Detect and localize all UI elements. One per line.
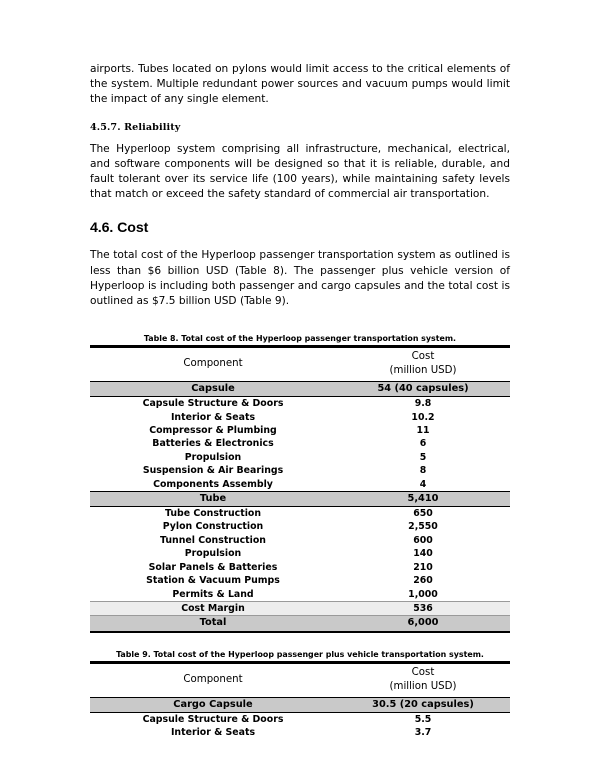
row-label: Capsule Structure & Doors [142, 398, 284, 410]
row-value: 4 [419, 478, 427, 490]
row-value: 140 [413, 548, 433, 560]
row-value: 5 [419, 451, 427, 463]
table-9-header-row [90, 663, 510, 697]
table-row [90, 574, 510, 587]
table-row [90, 697, 510, 712]
heading-cost: 4.6. Cost [90, 220, 149, 237]
row-value: 10.2 [411, 411, 435, 423]
row-value: 5.5 [414, 713, 432, 725]
table-8-col-cost-line2: (million USD) [389, 365, 457, 377]
table-row [90, 588, 510, 602]
row-value: 54 (40 capsules) [336, 382, 510, 397]
row-label: Batteries & Electronics [152, 438, 274, 450]
row-value: 2,550 [408, 521, 438, 533]
row-value: 6,000 [336, 616, 510, 632]
row-value: 11 [416, 425, 430, 437]
table-9-col-component: Component [183, 673, 243, 685]
table-9 [90, 661, 510, 740]
table-9-col-cost [336, 663, 510, 697]
paragraph-reliability: The Hyperloop system comprising all infrastructure, mechanical, electrical, and software components will be designed so that it is reliable, durable, and fault tolerant over its service life (100 years), while maintaining safety levels that match or exceed the safety standard of commercial air transportation. [90, 142, 510, 201]
table-row [90, 547, 510, 560]
row-value: 9.8 [414, 398, 432, 410]
row-value: 3.7 [414, 727, 432, 739]
table-8 [90, 345, 510, 633]
row-label: Tube [90, 492, 336, 507]
row-label: Solar Panels & Batteries [148, 561, 278, 573]
table-row [90, 726, 510, 739]
row-label: Pylon Construction [162, 521, 264, 533]
table-row [90, 451, 510, 464]
table-row [90, 424, 510, 437]
table-row [90, 520, 510, 533]
table-9-body [90, 662, 510, 740]
paragraph-intro: airports. Tubes located on pylons would limit access to the critical elements of the system. Multiple redundant power sources and vacuum pumps would limit the impact of any single element. [90, 63, 510, 106]
table-8-header-row [90, 348, 510, 382]
row-label: Tube Construction [164, 508, 262, 520]
table-row [90, 616, 510, 632]
row-label: Compressor & Plumbing [149, 425, 277, 437]
table-9-caption: Table 9. Total cost of the Hyperloop passenger plus vehicle transportation system. [116, 649, 484, 659]
row-value: 210 [413, 561, 433, 573]
heading-reliability: 4.5.7. Reliability [90, 121, 181, 133]
row-label: Cost Margin [90, 601, 336, 615]
table-row [90, 507, 510, 521]
table-8-caption: Table 8. Total cost of the Hyperloop passenger transportation system. [143, 334, 457, 344]
row-value: 260 [413, 575, 433, 587]
paragraph-cost: The total cost of the Hyperloop passenger transportation system as outlined is less than $6 billion USD (Table 8). The passenger plus vehicle version of Hyperloop is including both passenger and cargo capsules and the total cost is outlined as $7.5 billion USD (Table 9). [90, 249, 510, 308]
table-row [90, 534, 510, 547]
row-value: 5,410 [336, 492, 510, 507]
table-8-col-cost-line1: Cost [411, 351, 435, 363]
table-row [90, 492, 510, 507]
row-label: Components Assembly [153, 478, 273, 490]
table-row [90, 382, 510, 397]
row-label: Station & Vacuum Pumps [146, 575, 280, 587]
row-label: Capsule [90, 382, 336, 397]
row-label: Interior & Seats [170, 727, 256, 739]
row-label: Total [90, 616, 336, 632]
row-label: Interior & Seats [170, 411, 256, 423]
table-row [90, 397, 510, 411]
row-label: Permits & Land [172, 588, 254, 600]
table-8-body [90, 346, 510, 632]
table-row [90, 561, 510, 574]
table-9-col-cost-line2: (million USD) [389, 680, 457, 692]
table-row [90, 411, 510, 424]
table-8-col-cost [336, 348, 510, 382]
row-value: 650 [413, 508, 433, 520]
row-label: Cargo Capsule [90, 697, 336, 712]
row-value: 30.5 (20 capsules) [336, 697, 510, 712]
row-value: 536 [336, 601, 510, 615]
row-value: 6 [419, 438, 427, 450]
row-value: 1,000 [408, 588, 438, 600]
table-8-block [90, 333, 510, 633]
table-8-col-component: Component [183, 358, 243, 370]
table-row [90, 601, 510, 615]
table-row [90, 464, 510, 477]
row-label: Suspension & Air Bearings [142, 465, 284, 477]
table-row [90, 478, 510, 492]
row-label: Capsule Structure & Doors [142, 713, 284, 725]
page-content [90, 62, 510, 740]
row-label: Propulsion [184, 451, 242, 463]
row-label: Tunnel Construction [160, 534, 266, 546]
table-row [90, 712, 510, 726]
row-value: 8 [419, 465, 427, 477]
table-9-block [90, 649, 510, 740]
table-row [90, 437, 510, 450]
row-label: Propulsion [184, 548, 242, 560]
table-9-col-cost-line1: Cost [411, 666, 435, 678]
row-value: 600 [413, 534, 433, 546]
